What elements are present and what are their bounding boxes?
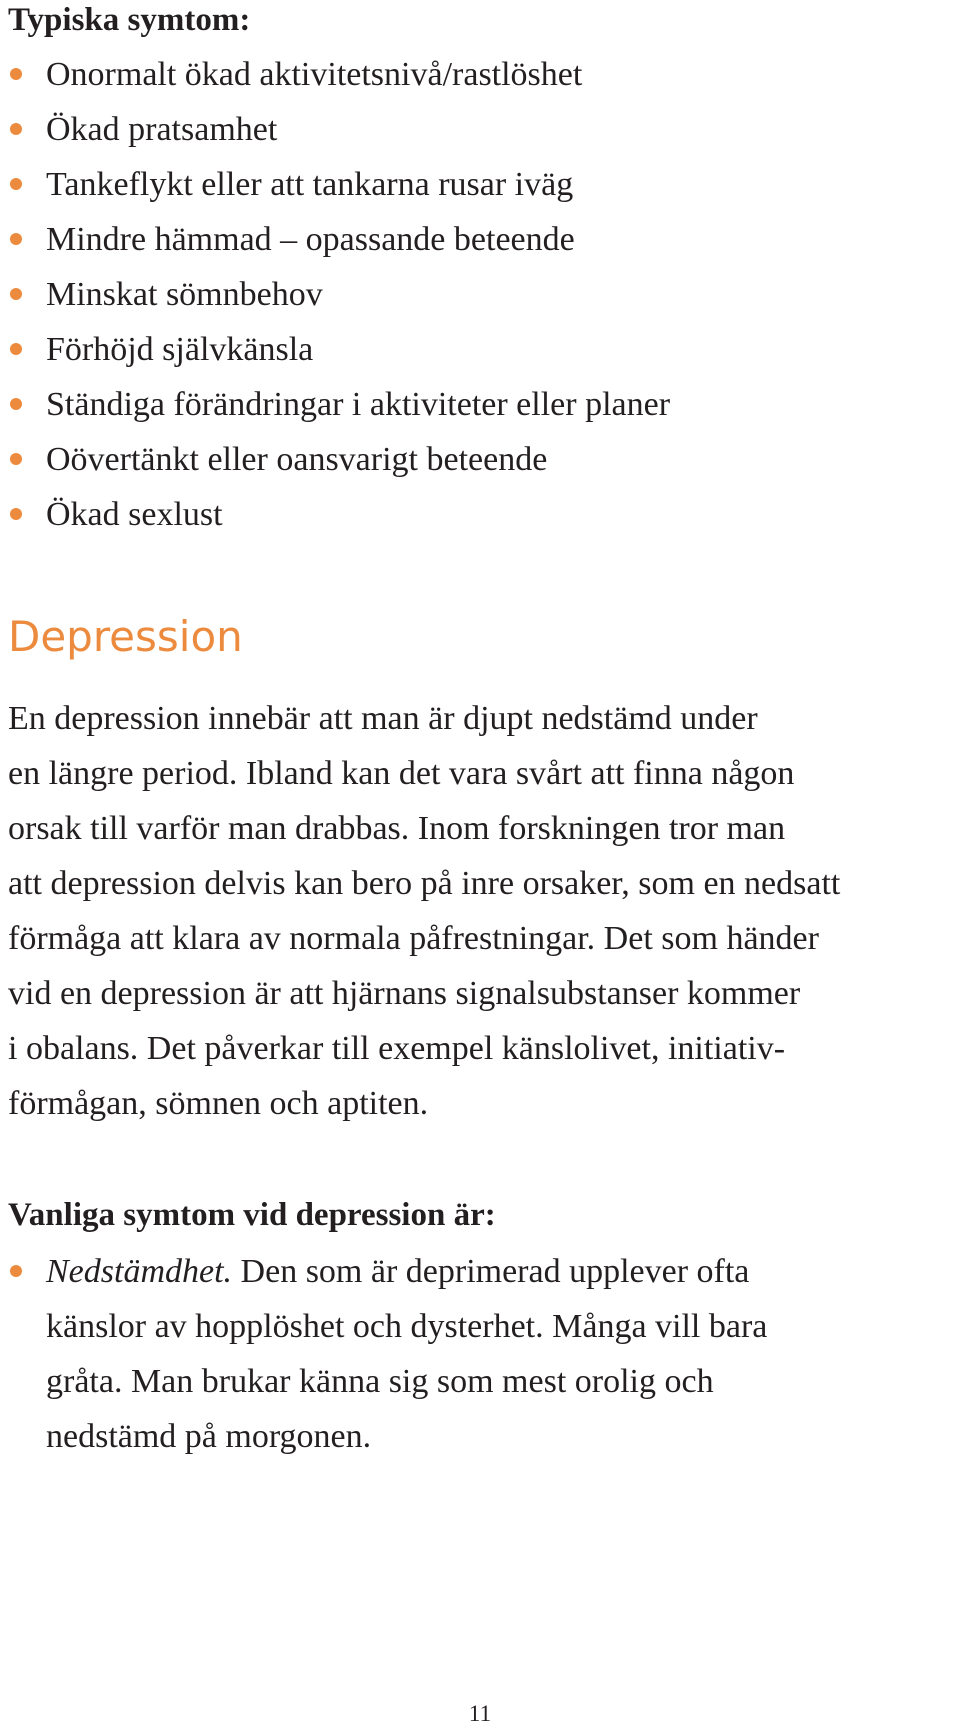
symptom-line: gråta. Man brukar känna sig som mest orolig och <box>46 1363 714 1400</box>
symptom-text: Den som är deprimerad upplever ofta <box>232 1253 750 1290</box>
list-item <box>8 377 670 432</box>
bullet-icon <box>10 178 22 190</box>
bullet-icon <box>10 68 22 80</box>
list-item-text: Oövertänkt eller oansvarigt beteende <box>46 441 548 478</box>
list-item <box>8 102 670 157</box>
bullet-icon <box>10 123 22 135</box>
list-item-text: Ökad sexlust <box>46 496 223 533</box>
typical-symptoms-heading: Typiska symtom: <box>8 2 251 38</box>
list-item <box>8 1244 767 1464</box>
list-item-text: Förhöjd självkänsla <box>46 331 314 368</box>
depression-section-title: Depression <box>8 612 243 661</box>
paragraph-line: att depression delvis kan bero på inre orsaker, som en nedsatt <box>8 865 841 902</box>
bullet-icon <box>10 233 22 245</box>
depression-symptoms-list <box>8 1244 767 1464</box>
bullet-icon <box>10 288 22 300</box>
list-item <box>8 432 670 487</box>
paragraph-line: En depression innebär att man är djupt nedstämd under <box>8 700 758 737</box>
list-item-text: Tankeflykt eller att tankarna rusar iväg <box>46 166 574 203</box>
list-item-text: Onormalt ökad aktivitetsnivå/rastlöshet <box>46 56 583 93</box>
paragraph-line: vid en depression är att hjärnans signalsubstanser kommer <box>8 975 801 1012</box>
bullet-icon <box>10 453 22 465</box>
list-item <box>8 47 670 102</box>
list-item-text: Ständiga förändringar i aktiviteter eller planer <box>46 386 671 423</box>
page-number: 11 <box>468 1701 492 1726</box>
list-item <box>8 157 670 212</box>
symptom-first-line <box>46 1244 767 1299</box>
list-item-text: Ökad pratsamhet <box>46 111 278 148</box>
paragraph-line: förmågan, sömnen och aptiten. <box>8 1085 429 1122</box>
depression-paragraph <box>8 691 953 1131</box>
paragraph-line: i obalans. Det påverkar till exempel känslolivet, initiativ- <box>8 1030 786 1067</box>
symptom-term: Nedstämdhet. <box>46 1253 233 1290</box>
paragraph-line: förmåga att klara av normala påfrestningar. Det som händer <box>8 920 819 957</box>
typical-symptoms-list <box>8 47 670 542</box>
list-item <box>8 267 670 322</box>
list-item <box>8 322 670 377</box>
list-item-text: Mindre hämmad – opassande beteende <box>46 221 575 258</box>
bullet-icon <box>10 343 22 355</box>
paragraph-line: en längre period. Ibland kan det vara svårt att finna någon <box>8 755 795 792</box>
list-item <box>8 487 670 542</box>
paragraph-line: orsak till varför man drabbas. Inom forskningen tror man <box>8 810 786 847</box>
list-item-text: Minskat sömnbehov <box>46 276 323 313</box>
common-symptoms-heading: Vanliga symtom vid depression är: <box>8 1197 496 1233</box>
bullet-icon <box>10 508 22 520</box>
bullet-icon <box>10 1265 22 1277</box>
symptom-line: känslor av hopplöshet och dysterhet. Många vill bara <box>46 1308 768 1345</box>
bullet-icon <box>10 398 22 410</box>
list-item <box>8 212 670 267</box>
symptom-line: nedstämd på morgonen. <box>46 1418 372 1455</box>
